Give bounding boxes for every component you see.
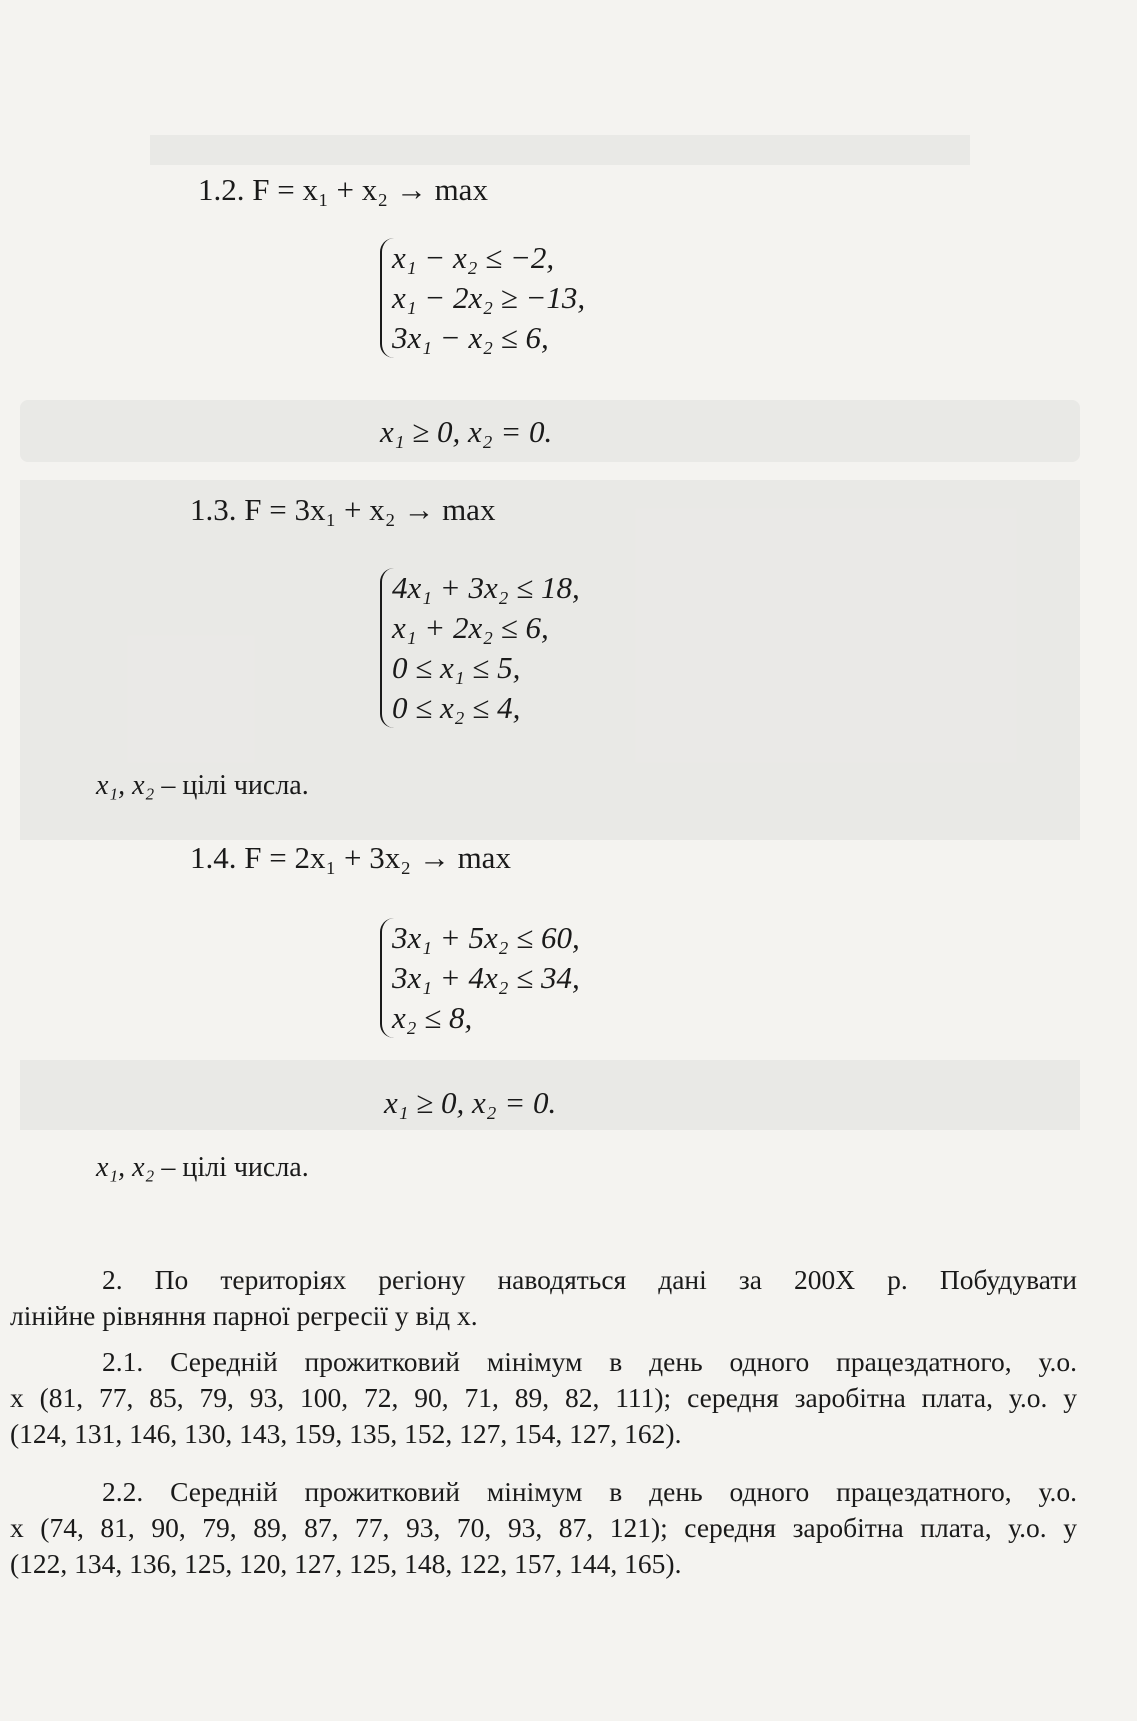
integer-vars: x₁, x₂	[96, 1152, 155, 1183]
constraint: 0 ≤ x₂ ≤ 4,	[392, 690, 521, 725]
task-2-1-line-3: (124, 131, 146, 130, 143, 159, 135, 152, 127, 154, 127, 162).	[10, 1418, 682, 1449]
task-2-2-line-2: x (74, 81, 90, 79, 89, 87, 77, 93, 70, 93, 87, 121); середня заробітна плата, у.о. y	[10, 1512, 1077, 1543]
constraint: 0 ≤ x₁ ≤ 5,	[392, 650, 521, 685]
constraint: x₁ − 2x₂ ≥ −13,	[392, 280, 586, 315]
problem-1-4-heading: 1.4. F = 2x₁ + 3x₂ → max	[190, 840, 511, 875]
task-2-intro	[10, 1262, 1077, 1334]
problem-1-2-nonnegativity: x₁ ≥ 0, x₂ = 0.	[380, 414, 553, 449]
problem-1-4-integer-note	[96, 1152, 309, 1184]
task-2-2-line-1: 2.2. Середній прожитковий мінімум в день одного працездатного, у.о.	[102, 1476, 1077, 1507]
integer-text: – цілі числа.	[154, 770, 309, 801]
task-2-2	[10, 1474, 1077, 1582]
task-2-1-line-1: 2.1. Середній прожитковий мінімум в день одного працездатного, у.о.	[102, 1346, 1077, 1377]
task-2-line-1: 2. По територіях регіону наводяться дані за 200Х р. Побудувати	[102, 1264, 1077, 1295]
problem-1-2-system	[380, 238, 585, 358]
problem-1-4-system	[380, 918, 580, 1038]
constraint: 3x₁ + 4x₂ ≤ 34,	[392, 960, 580, 995]
problem-1-3-system	[380, 568, 580, 728]
task-2-1	[10, 1344, 1077, 1452]
constraint: x₂ ≤ 8,	[392, 1000, 473, 1035]
problem-1-3-integer-note	[96, 770, 309, 802]
task-2-2-line-3: (122, 134, 136, 125, 120, 127, 125, 148, 122, 157, 144, 165).	[10, 1548, 682, 1579]
constraint: 4x₁ + 3x₂ ≤ 18,	[392, 570, 580, 605]
constraint: 3x₁ + 5x₂ ≤ 60,	[392, 920, 580, 955]
constraint: 3x₁ − x₂ ≤ 6,	[392, 320, 549, 355]
integer-text: – цілі числа.	[154, 1152, 309, 1183]
constraint: x₁ + 2x₂ ≤ 6,	[392, 610, 549, 645]
integer-vars: x₁, x₂	[96, 770, 155, 801]
constraint: x₁ − x₂ ≤ −2,	[392, 240, 555, 275]
problem-1-2-heading: 1.2. F = x₁ + x₂ → max	[198, 172, 488, 207]
problem-1-4-nonnegativity: x₁ ≥ 0, x₂ = 0.	[384, 1085, 557, 1120]
problem-1-3-heading: 1.3. F = 3x₁ + x₂ → max	[190, 492, 496, 527]
task-2-1-line-2: x (81, 77, 85, 79, 93, 100, 72, 90, 71, 89, 82, 111); середня заробітна плата, у.о. y	[10, 1382, 1077, 1413]
task-2-line-2: лінійне рівняння парної регресії y від x.	[10, 1300, 478, 1331]
